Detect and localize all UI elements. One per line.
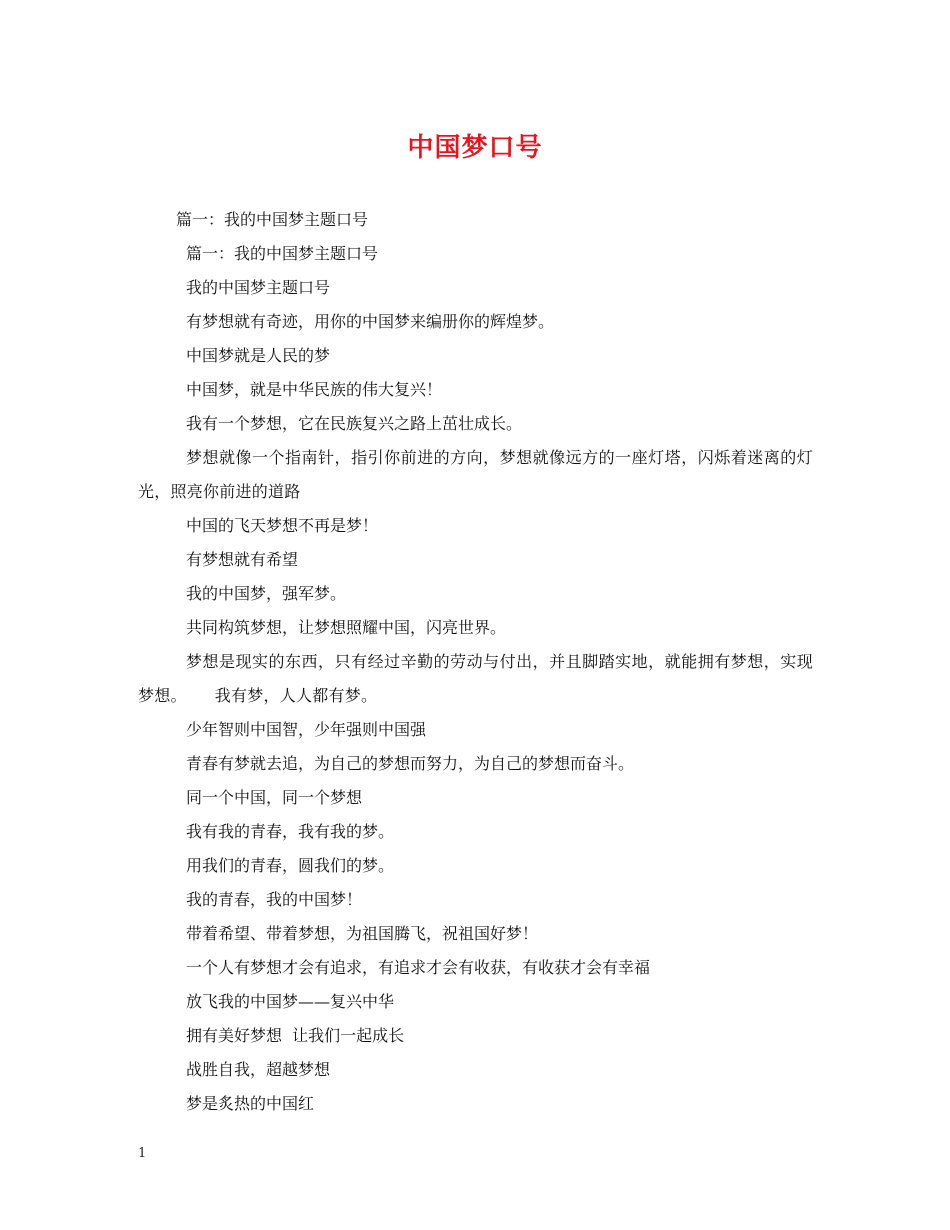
- text-line: 我的中国梦主题口号: [186, 278, 331, 297]
- text-line: 篇一：我的中国梦主题口号: [186, 244, 379, 263]
- page-number: 1: [138, 1146, 147, 1161]
- text-line: 一个人有梦想才会有追求，有追求才会有收获，有收获才会有幸福: [186, 958, 651, 977]
- document-body: [138, 203, 813, 1121]
- text-line: 中国梦，就是中华民族的伟大复兴！: [186, 380, 443, 399]
- text-line: 有梦想就有奇迹，用你的中国梦来编册你的辉煌梦。: [186, 312, 555, 331]
- text-line: 同一个中国，同一个梦想: [186, 788, 363, 807]
- section-heading: 篇一：我的中国梦主题口号: [176, 210, 369, 229]
- text-paragraph: 梦想就像一个指南针，指引你前进的方向，梦想就像远方的一座灯塔，闪烁着迷离的灯光，照亮你前进的道路: [138, 448, 813, 501]
- text-line: 梦是炙热的中国红: [186, 1094, 315, 1113]
- text-line: 我有一个梦想，它在民族复兴之路上茁壮成长。: [186, 414, 523, 433]
- text-line: 中国梦就是人民的梦: [186, 346, 331, 365]
- text-line: 拥有美好梦想 让我们一起成长: [186, 1026, 405, 1045]
- text-line: 中国的飞天梦想不再是梦！: [186, 516, 379, 535]
- text-segment: 我有梦，人人都有梦。: [214, 686, 378, 705]
- text-line: 战胜自我，超越梦想: [186, 1060, 331, 1079]
- text-line: 青春有梦就去追，为自己的梦想而努力，为自己的梦想而奋斗。: [186, 754, 635, 773]
- text-segment: 梦想是现实的东西，只有经过辛勤的劳动与付出，并且脚踏实地，就能拥有梦想，实现梦想。: [138, 652, 813, 705]
- document-title: 中国梦口号: [407, 133, 543, 163]
- text-line: 放飞我的中国梦——复兴中华: [186, 992, 395, 1011]
- text-line: 我的中国梦，强军梦。: [186, 584, 347, 603]
- text-line: 有梦想就有希望: [186, 550, 299, 569]
- text-line: 我的青春，我的中国梦！: [186, 890, 363, 909]
- text-line: 我有我的青春，我有我的梦。: [186, 822, 395, 841]
- text-line: 共同构筑梦想，让梦想照耀中国，闪亮世界。: [186, 618, 507, 637]
- text-paragraph: [138, 645, 813, 713]
- text-line: 少年智则中国智，少年强则中国强: [186, 720, 427, 739]
- text-line: 用我们的青春，圆我们的梦。: [186, 856, 395, 875]
- text-line: 带着希望、带着梦想，为祖国腾飞，祝祖国好梦！: [186, 924, 539, 943]
